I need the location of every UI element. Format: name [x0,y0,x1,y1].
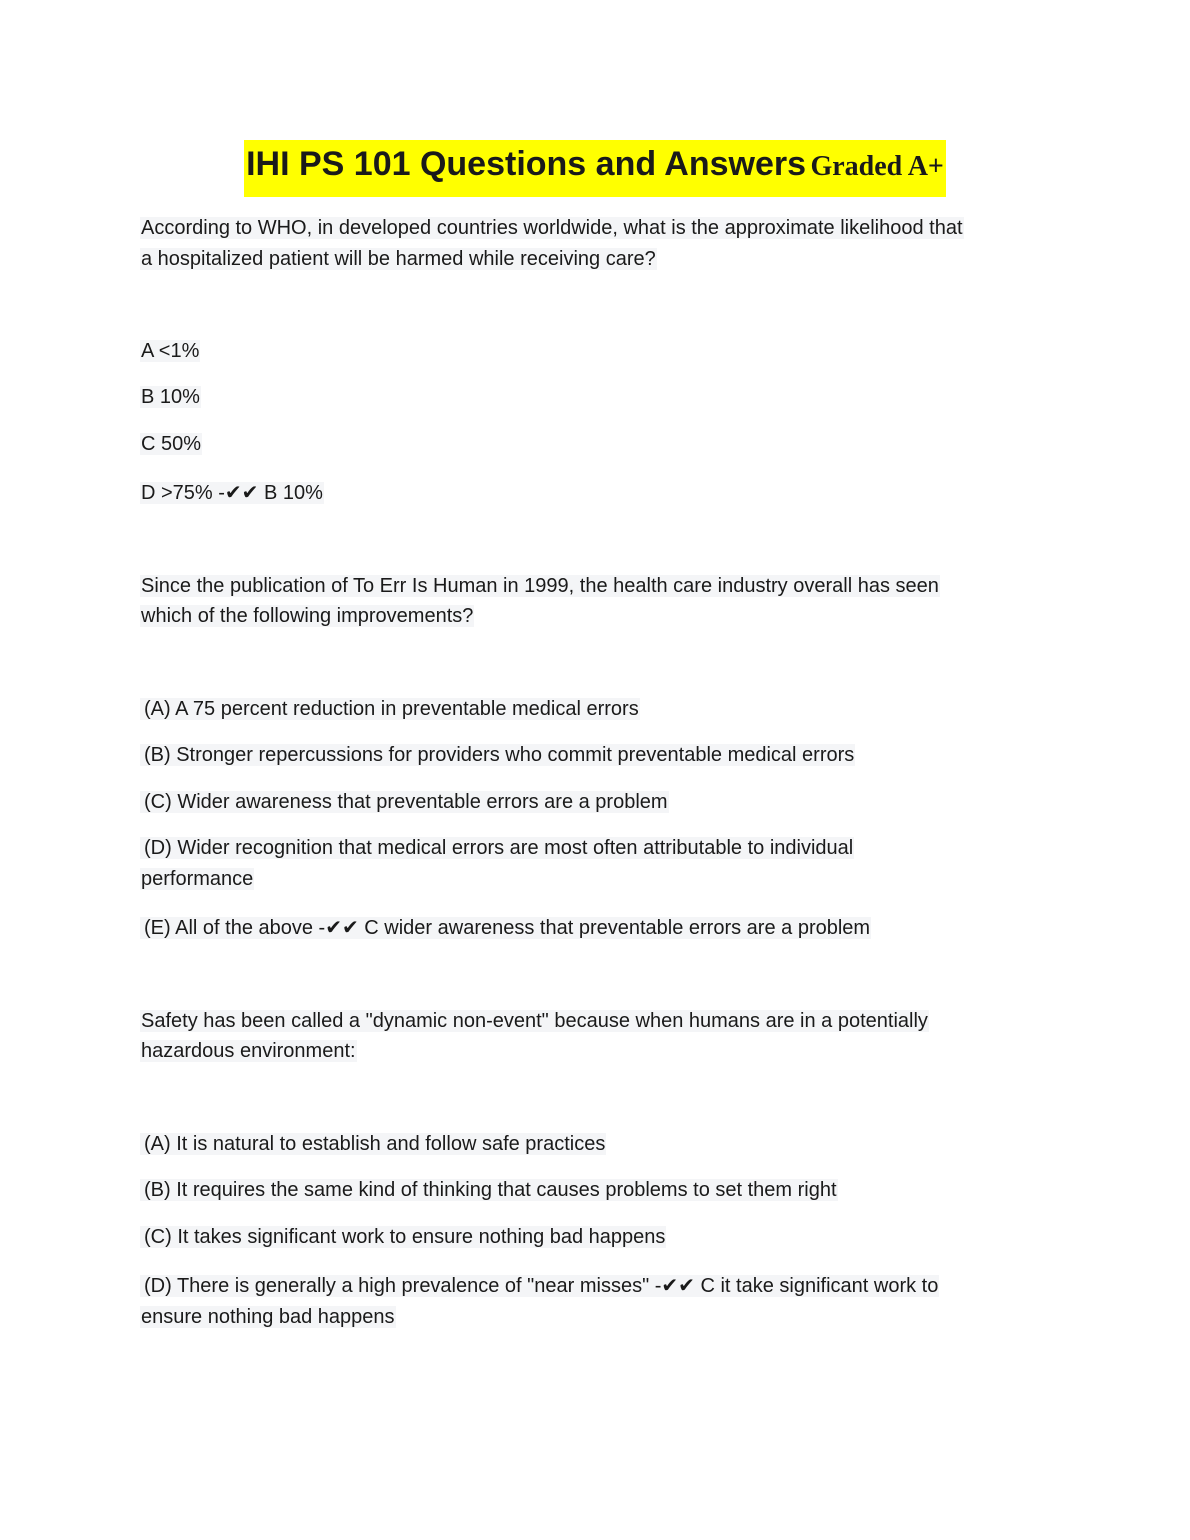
q2-option-d-line-1: (D) Wider recognition that medical errors are most often attributable to individual [140,833,854,864]
q2-option-b: (B) Stronger repercussions for providers who commit preventable medical errors [140,740,855,771]
q1-option-a: A <1% [141,340,200,362]
q3-option-c: (C) It takes significant work to ensure nothing bad happens [140,1222,666,1253]
title-grade-text: Graded A+ [810,151,944,182]
q2-option-c: (C) Wider awareness that preventable errors are a problem [140,787,669,818]
q3-option-d-answer-line-1: (D) There is generally a high prevalence of "near misses" -✔✔ C it take significant work to [140,1271,939,1302]
q2-option-d-line-2: performance [141,868,254,890]
q1-question-line-2: a hospitalized patient will be harmed while receiving care? [141,248,656,270]
q2-option-e-answer: (E) All of the above -✔✔ C wider awareness that preventable errors are a problem [140,913,871,944]
q3-option-d-answer-line-2: ensure nothing bad happens [141,1306,395,1328]
page-title [0,140,1190,197]
q2-option-a: (A) A 75 percent reduction in preventable medical errors [140,694,640,725]
q3-question-line-2: hazardous environment: [141,1040,356,1062]
title-highlight [244,140,946,197]
q2-question-line-1: Since the publication of To Err Is Human in 1999, the health care industry overall has seen [141,575,939,597]
q2-question-line-2: which of the following improvements? [141,605,474,627]
q3-question-line-1: Safety has been called a "dynamic non-event" because when humans are in a potentially [141,1010,928,1032]
q1-option-d-answer: D >75% -✔✔ B 10% [141,482,323,504]
q1-option-c: C 50% [141,433,202,455]
q1-question-line-1: According to WHO, in developed countries worldwide, what is the approximate likelihood that [141,217,963,239]
q3-option-a: (A) It is natural to establish and follow safe practices [140,1129,606,1160]
q1-option-b: B 10% [141,386,200,408]
title-main-text: IHI PS 101 Questions and Answers [246,145,807,183]
q3-option-b: (B) It requires the same kind of thinking that causes problems to set them right [140,1175,838,1206]
